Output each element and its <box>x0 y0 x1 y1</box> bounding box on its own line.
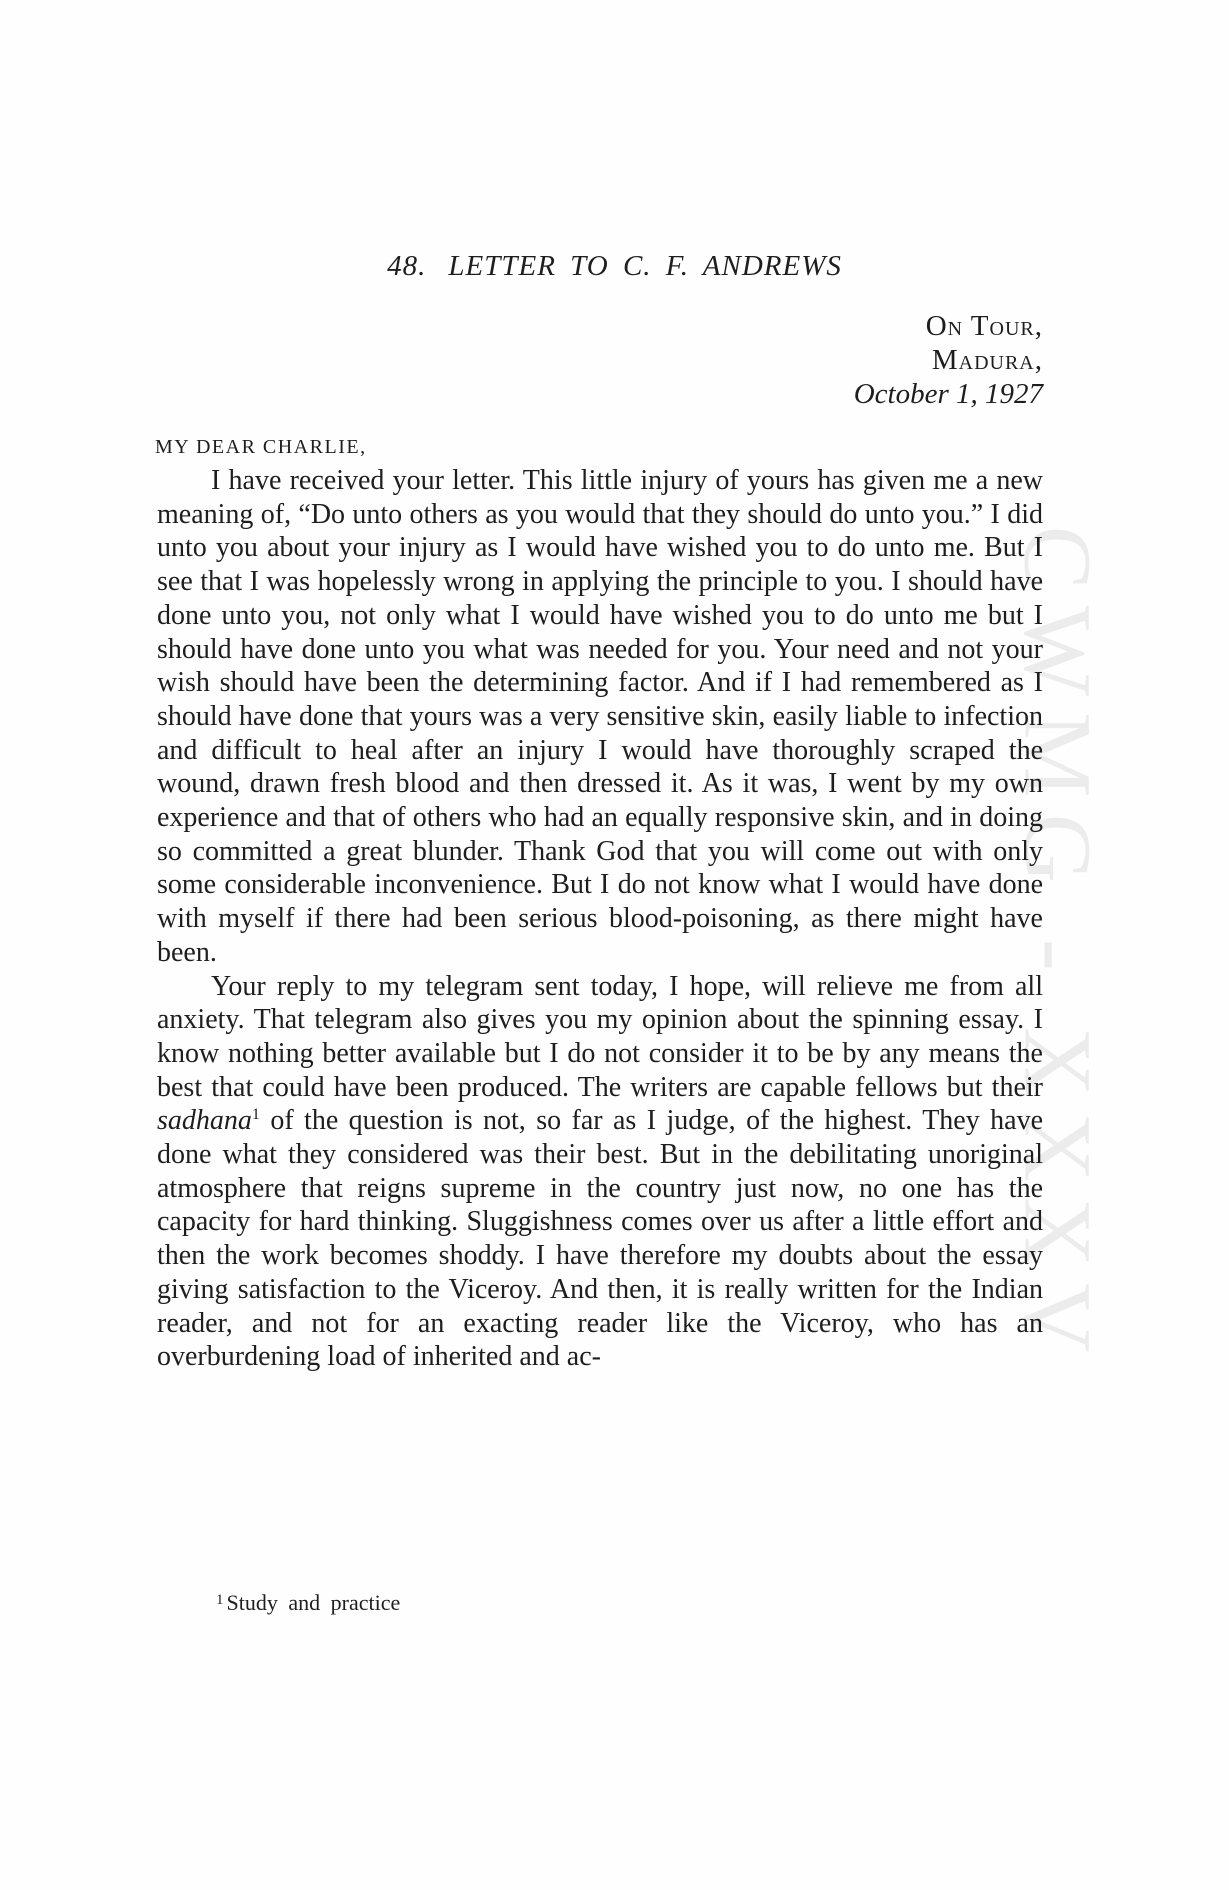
letter-heading <box>0 250 1229 283</box>
paragraph-2 <box>157 970 1043 1374</box>
dateline-date: October 1, 1927 <box>853 378 1043 410</box>
paragraph-2-part-1: Your reply to my telegram sent today, I hope, will relieve me from all anxiety. That telegram also gives you my opinion about the spinning essay. I know nothing better available but I do not consider it to be by any means the best that could have been produced. The writers are capable fellows but their <box>157 970 1043 1103</box>
dateline-place-2: Madura, <box>931 344 1043 376</box>
letter-number: 48. <box>387 250 427 282</box>
letter-body <box>157 464 1043 1374</box>
footnote-text: Study and practice <box>226 1590 401 1615</box>
paragraph-2-part-2: of the question is not, so far as I judge, of the highest. They have done what they considered was their best. But in the debilitating unoriginal atmosphere that reigns supreme in the country just now, no one has the capacity for hard thinking. Sluggishness comes over us after a little effort and then the work becomes shoddy. I have therefore my doubts about the essay giving satisfaction to the Viceroy. And then, it is really written for the Indian reader, and not for an exacting reader like the Viceroy, who has an overburdening load of inherited and ac- <box>157 1105 1043 1373</box>
footnote-marker: 1 <box>216 1592 224 1608</box>
salutation: MY DEAR CHARLIE, <box>155 436 367 458</box>
footnote <box>216 1590 400 1616</box>
sadhana-term: sadhana <box>157 1105 252 1137</box>
dateline-place-1: On Tour, <box>925 310 1043 342</box>
dateline <box>854 309 1043 411</box>
paragraph-1: I have received your letter. This little injury of yours has given me a new meaning of, “Do unto others as you would that they should do unto you.” I did unto you about your injury as I would have wished you to do unto me. But I see that I was hopelessly wrong in applying the principle to you. I should have done unto you, not only what I would have wished you to do unto me but I should have done unto you what was needed for you. Your need and not your wish should have been the determining factor. And if I had remembered as I should have done that yours was a very sensitive skin, easily liable to infection and difficult to heal after an injury I would have thoroughly scraped the wound, drawn fresh blood and then dressed it. As it was, I went by my own experience and that of others who had an equally responsive skin, and in doing so committed a great blunder. Thank God that you will come out with only some considerable inconvenience. But I do not know what I would have done with myself if there had been serious blood-poisoning, as there might have been. <box>157 465 1043 968</box>
footnote-reference: 1 <box>251 1106 260 1124</box>
letter-title: LETTER TO C. F. ANDREWS <box>448 250 842 282</box>
watermark-text: CWMG - XXXV <box>1004 525 1112 1369</box>
